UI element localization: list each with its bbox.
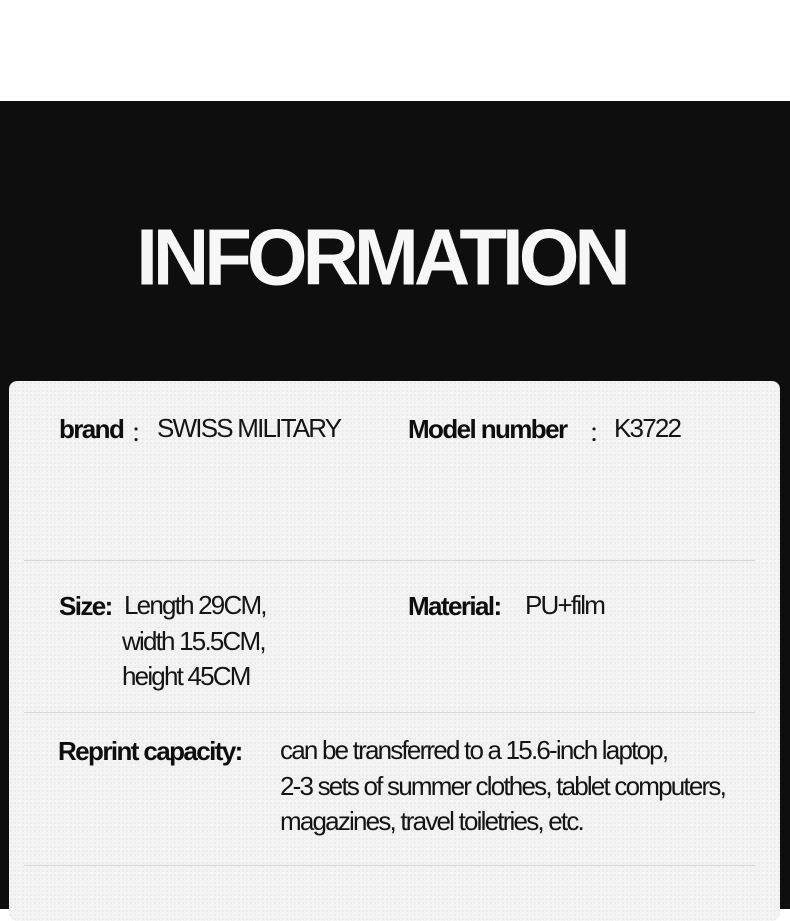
- capacity-label: Reprint capacity:: [58, 736, 242, 766]
- material-label: Material:: [408, 591, 501, 621]
- size-line: width 15.5CM,: [122, 626, 265, 656]
- capacity-line: 2-3 sets of summer clothes, tablet computers,: [280, 771, 725, 801]
- model-label: Model number: [408, 414, 567, 444]
- material-value: PU+film: [525, 590, 605, 620]
- size-line: Length 29CM,: [124, 590, 266, 620]
- divider: [24, 712, 755, 713]
- capacity-line: magazines, travel toiletries, etc.: [280, 806, 583, 836]
- capacity-line: can be transferred to a 15.6-inch laptop,: [280, 735, 668, 765]
- top-margin: [0, 0, 790, 101]
- divider: [24, 560, 755, 561]
- model-value: K3722: [614, 413, 681, 443]
- brand-value: SWISS MILITARY: [157, 413, 341, 443]
- size-label: Size:: [59, 591, 112, 621]
- model-separator: ：: [588, 418, 615, 448]
- divider: [24, 865, 755, 866]
- size-line: height 45CM: [122, 661, 250, 691]
- page-title: INFORMATION: [136, 212, 626, 302]
- brand-label: brand: [59, 414, 124, 444]
- brand-separator: ：: [130, 418, 157, 448]
